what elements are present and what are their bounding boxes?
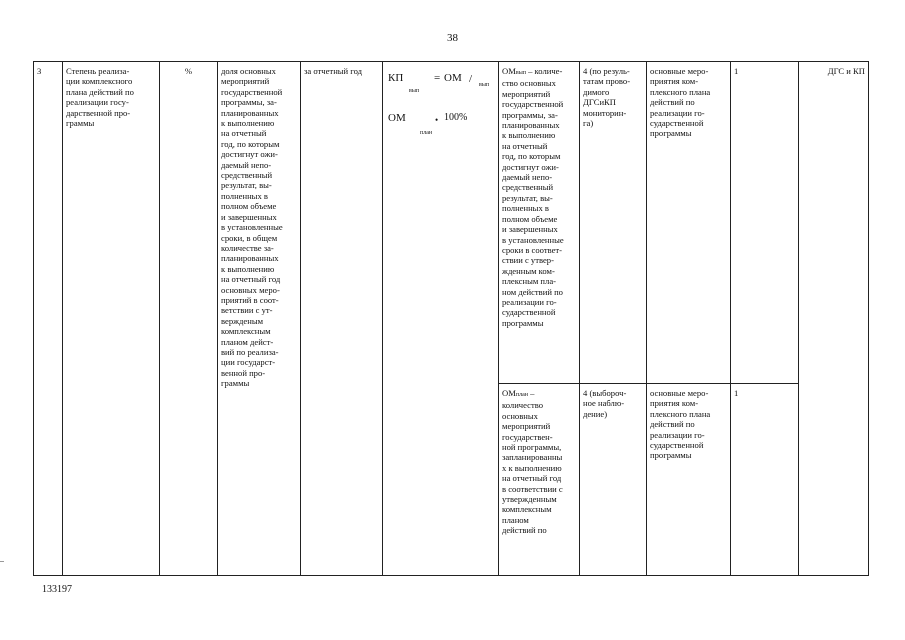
source-cell: основные меро- приятия ком- плексного плана действий по реализации го- сударственной программы	[647, 62, 731, 384]
unit-cell: %	[160, 62, 218, 576]
table-row	[34, 62, 869, 384]
formula-percent: 100%	[444, 112, 468, 123]
document-code: 133197	[42, 584, 72, 595]
indicator-name: Степень реализа- ции комплексного плана действий по реализации госу- дарственной про- граммы	[63, 62, 160, 576]
method-cell: 4 (выбороч- ное наблю- дение)	[580, 384, 647, 576]
formula-om-subscript: вып	[479, 82, 490, 88]
formula-cell	[383, 62, 499, 576]
formula-equals: =	[434, 72, 441, 84]
page-number: 38	[447, 32, 458, 44]
variable-description: ОМвып – количе- ство основных мероприятий государственной программы, за- планированных к выполнению на отчетный год, по которым достигнут ожи- даемый непо- средственный результат, вы- полненных в полном объеме и завершенных в установленные сроки в соответ- ствии с утвер- жденным ком- плексным пла- ном действий по реализации го- сударственной программы	[499, 62, 580, 384]
indicator-table	[33, 61, 869, 576]
responsible-cell: ДГС и КП	[799, 62, 869, 576]
formula-kp-subscript: вып	[409, 88, 420, 94]
formula-multiply-dot: •	[435, 115, 439, 125]
indicator-definition: доля основных мероприятий государственной программы, за- планированных к выполнению на отчетный год, по которым достигнут ожи- даемый непо- средственный результат, вы- полненных в полном объеме и завершенных в установленные сроки, в общем количестве за- планированных к выполнению на отчетный год основных меро- приятий в соот- ветствии с ут- вержденым комплексным планом дейст- вий по реализа- ции государст- венной про- граммы	[218, 62, 301, 576]
formula-om-plan-subscript: план	[420, 130, 433, 136]
margin-mark	[0, 561, 4, 562]
sub-number-cell: 1	[731, 62, 799, 384]
sub-number-cell: 1	[731, 384, 799, 576]
source-cell: основные меро- приятия ком- плексного плана действий по реализации го- сударственной программы	[647, 384, 731, 576]
formula-slash: /	[469, 73, 473, 85]
formula-kp: КП	[388, 72, 404, 84]
formula-om-plan: ОМ	[388, 112, 406, 124]
formula-om: ОМ	[444, 72, 462, 84]
row-number: 3	[34, 62, 63, 576]
period-cell: за отчетный год	[301, 62, 383, 576]
method-cell: 4 (по резуль- татам прово- димого ДГСиКП мониторин- га)	[580, 62, 647, 384]
variable-description: ОМплан – количество основных мероприятий государствен- ной программы, запланированны х к выполнению на отчетный год в соответствии с утвержденным комплексным планом действий по	[499, 384, 580, 576]
